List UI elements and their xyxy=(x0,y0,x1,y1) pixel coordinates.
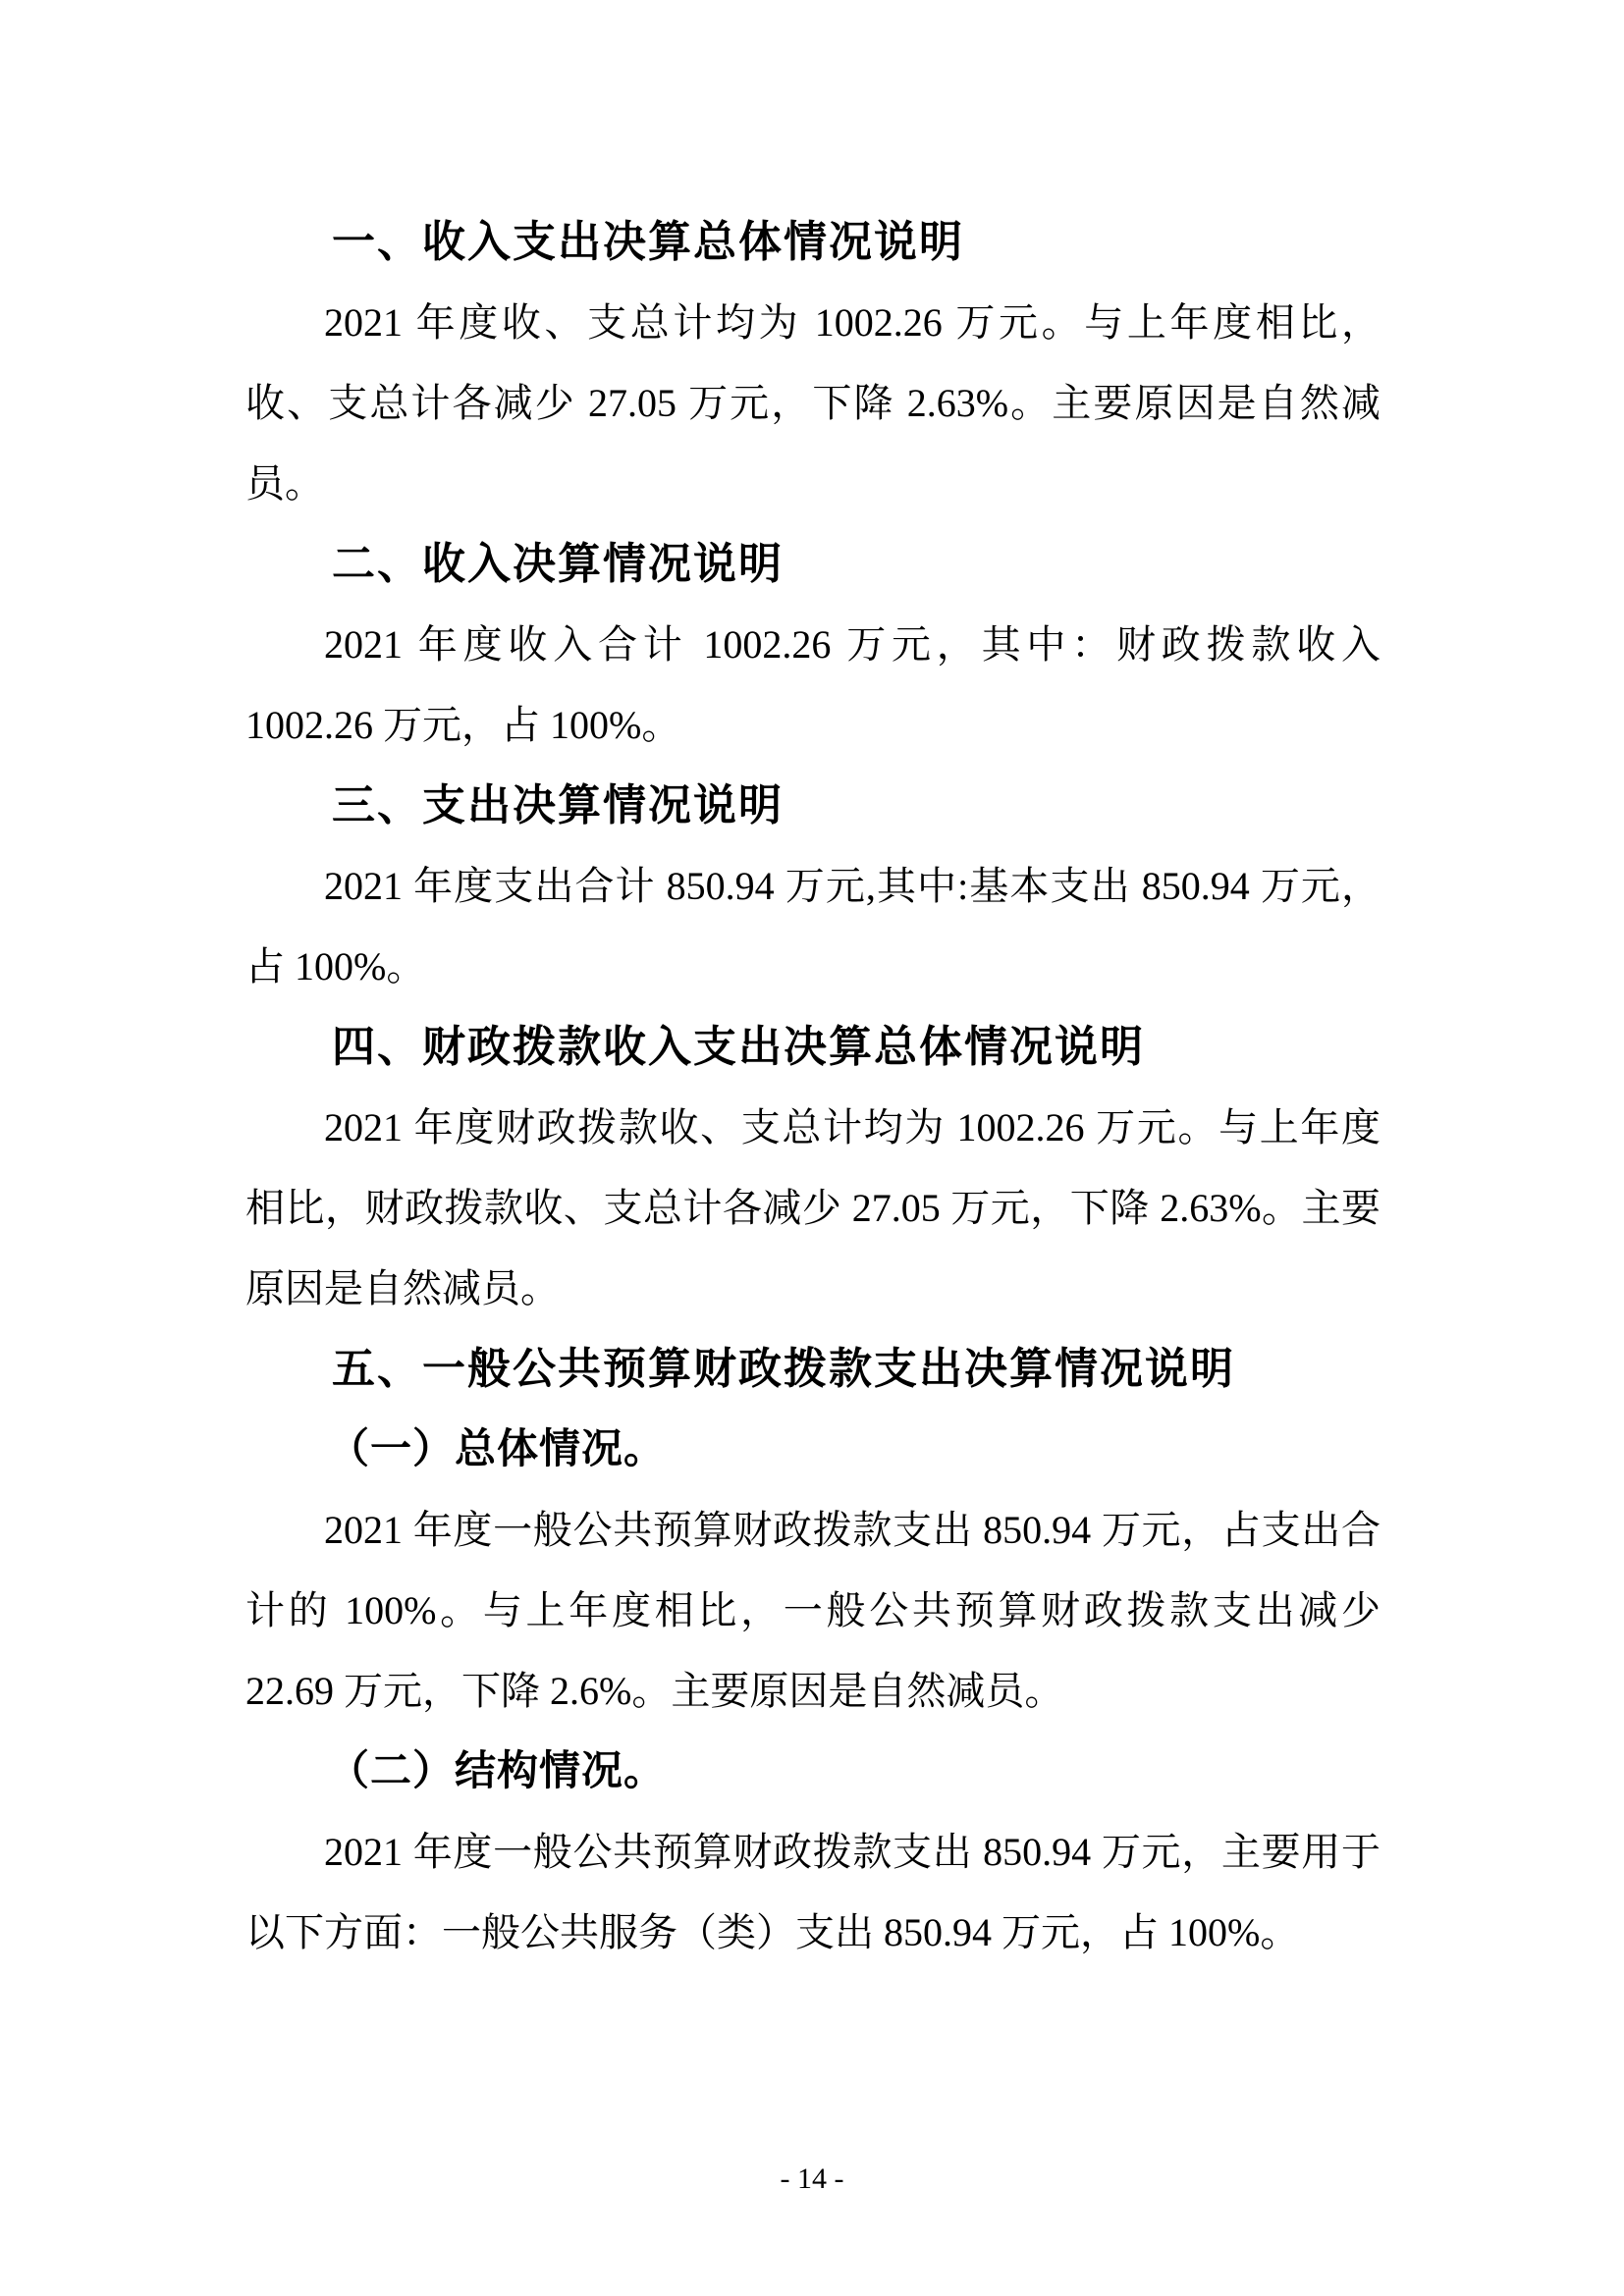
section-4-paragraph: 2021 年度财政拨款收、支总计均为 1002.26 万元。与上年度相比，财政拨款收、支总计各减少 27.05 万元，下降 2.63%。主要原因是自然减员。 xyxy=(245,1105,1380,1310)
subsection-5-2-paragraph: 2021 年度一般公共预算财政拨款支出 850.94 万元，主要用于以下方面：一般公共服务（类）支出 850.94 万元，占 100%。 xyxy=(245,1830,1380,1954)
subsection-5-1-heading: （一）总体情况。 xyxy=(328,1427,667,1472)
section-1-paragraph: 2021 年度收、支总计均为 1002.26 万元。与上年度相比，收、支总计各减少 27.05 万元，下降 2.63%。主要原因是自然减员。 xyxy=(245,300,1380,506)
section-2-heading: 二、收入决算情况说明 xyxy=(332,540,784,588)
section-5-heading: 五、一般公共预算财政拨款支出决算情况说明 xyxy=(332,1345,1235,1393)
document-body xyxy=(245,202,1380,1973)
section-2-paragraph: 2021 年度收入合计 1002.26 万元，其中：财政拨款收入 1002.26 万元，占 100%。 xyxy=(245,622,1380,747)
section-1-heading: 一、收入支出决算总体情况说明 xyxy=(332,218,964,266)
section-3-paragraph: 2021 年度支出合计 850.94 万元,其中:基本支出 850.94 万元，占 100%。 xyxy=(245,864,1380,988)
section-4-heading: 四、财政拨款收入支出决算总体情况说明 xyxy=(332,1023,1145,1071)
section-3-heading: 三、支出决算情况说明 xyxy=(332,781,784,829)
subsection-5-1-paragraph: 2021 年度一般公共预算财政拨款支出 850.94 万元，占支出合计的 100%。与上年度相比，一般公共预算财政拨款支出减少 22.69 万元，下降 2.6%。主要原因是自然减员。 xyxy=(245,1508,1380,1713)
page-number: - 14 - xyxy=(780,2163,844,2195)
subsection-5-2-heading: （二）结构情况。 xyxy=(328,1749,667,1794)
